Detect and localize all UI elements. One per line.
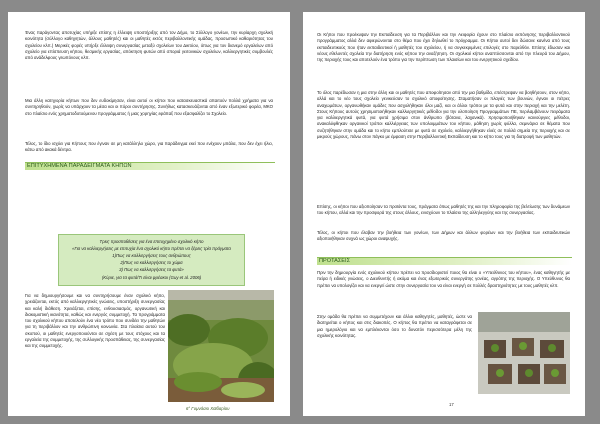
photo-caption: 6° Γυμνάσιο Χαϊδαρίου bbox=[186, 406, 230, 411]
paragraph: Για να δημιουργήσουμε και να συντηρήσουμε έναν σχολικό κήπο, χρειάζονται, εκτός από καλλιεργητικές γνώσεις, υποστήριξη συνεργασίας και καλή διάθεση. Χρειάζεται, επίσης, ενθουσιασμός, οργανωτική και διακομιστική ικανότητα, καθώς και ενεργός συμμετοχή. Τα προγράμματα του σχολικού κήπου αποτελούν ένα νέο τρόπο που συνδέει την μαθητών για τη περιβάλλον και την ανθρώπινη κοινωνία. Στα πλαίσια αυτού του σκοπού, οι μαθητές ενεργοποιούνται σε σχέση με τους στόχους και τα εργαλεία της συμμετοχής, της συλλογικής προσπάθειας, της συνεργασίας και της συμμετοχής. bbox=[25, 293, 165, 349]
quote-item: 1)Πως να καλλιεργήσεις τους ανθρώπους bbox=[112, 253, 191, 258]
seedlings-photo bbox=[478, 312, 570, 394]
section-heading: ΠΡΟΤΑΣΕΙΣ bbox=[317, 257, 572, 265]
paragraph: Οι Κήποι που προέκυψαν την Εκπαίδευση για τα Περιβάλλον και την Αειφορία έχουν στο πλαίσιο εκπόνησης περιβαλλοντικού προγράμματος αλλά δεν αφιερώνονται στο θέμα που έχει δηλωθεί το πρόγραμμα. Οι Κήποι αυτοί δεν δώσανε κανένα από τους εκπαιδευτικούς που ήταν εκπαιδευτικοί ή μαθητές του σχολείου, ή να συγκεκριμένες επιλογές στο παρελθόν. Επίσης έδωσαν και νέους εθελοντές σχολεία την διατήρηση ενός κήπου την αναζήτηση. Οι σχολικοί κήποι αναπτύσσονται από την πλευρά του Δήμου, της περιοχής τους και αποτελούν ένα τρόπο για την περίπτωση των πλαισίων και του ενεργητικού σχεδίου. bbox=[317, 32, 570, 63]
paragraph: Επίσης, οι κήποι που αξιοποίησαν τα προϊόντα τους, πράγματα όπως μαθητές της και την πληροφορία της βελτίωσης των δυνάμεων του κήπου, αλλά και την προσφορά της στους άλλους, ενισχύουν το πλαίσιο της αλληλεγγύης και της συνεργασίας. bbox=[317, 204, 570, 216]
quote-title: Τρεις προϋποθέσεις για ένα επιτυχημένο σχολικό κήπο bbox=[99, 239, 204, 244]
quote-intro: «Για να καλλιεργήσεις με επιτυχία ένα σχολικό κήπο πρέπει να ξέρεις τρία πράγματα bbox=[72, 246, 231, 251]
paragraph: Ένας παράγοντας αποτυχίας υπήρξε επίσης η έλλειψη υποστήριξης από τον Δήμο, το Σύλλογο γονέων, την κυρίαρχη σχολική κοινότητα (σύλλογο καθηγητών, άλλους μαθητές) και οι μαθητές εκτός περιβαλλοντικής ομάδας, προσωπικό καθαριότητας του σχολείου κλπ.) Μερικές φορές υπήρξε έλλειψη συνεργασίας μεταξύ σχολείων του Δικτύου, όπως για τον διανεμό εργαλείων από σχολείο για επίσπευση κήπου, θεσμικής εργασίας, απόκτηση φυτών από σποριά γειτονικών σχολείων, καλλιεργητικές συμβουλές από ανάδελφους γεωπόνους κλπ. bbox=[25, 30, 273, 61]
quote-item: 3) Πως να καλλιεργήσεις τα φυτά» bbox=[119, 267, 184, 272]
quote-item: 2)Πως να καλλιεργήσεις το χώμα bbox=[120, 260, 183, 265]
garden-photo bbox=[168, 290, 274, 402]
left-page bbox=[8, 12, 290, 416]
paragraph: Το όλος παρέδωσαν η μια στην άλλη και οι μαθητές που αποφοίτησαν από την μια βαθμίδα, επέστρεψαν να βοηθήσουν, στον κήπο, αλλά και το νέο τους σχολείο γενικεύσαν το σχολικό αποφοίτησης. Σταματήσαν οι πλαγιές των βουνών, έγιναν οι πέτρες αναχωμάτων, οργανωθήκαν ομάδες που ασχολήθηκαν όλοι μαζί, και οι άλλοι τρόποι με τα φυτά και στην περιοχή και την μελέτη. Στους Κήπους αυτούς χρησιμοποιήθηκαν καλλιεργητικές μέθοδοι για την υλοποίηση Προγραμμάτων ΠΕ, περιλαμβάνουν πειράματα για καλλιεργητικά φυτά, για φυτά χρήσιμα στον άνθρωπο (βότανα, λαχανικά). Χρησιμοποιήθηκαν καινούργιες μέθοδοι, ανακαλύφθηκαν οργανικοί τρόποι καλλιέργειας των υπολοιμμάτων του κήπου, μάθηση χωρίς φύλλα, σεμινάρια σε θέματα που συζητήθηκαν στην ομάδα και το κήπο εμπλούτισε με φυτά σε σχολείο, καλλιεργήθηκαν ελιές σε πολλά σημεία της περιοχής και σε μικρούς χώρους, πάνω στον πάγκο με έμφαση στην Περιβαλλοντική Εκπαίδευση και το κήπο τους για τη διατροφή των μαθητών. bbox=[317, 90, 570, 140]
quote-box bbox=[58, 234, 245, 286]
paragraph: Τέλος, οι κήποι που έλαβαν την βοήθεια των γονέων, των Δήμων και άλλων φορέων και την βοήθεια των εκπαιδευτικών αξιοποιήθηκαν συχνά ως χώροι αναψυχής. bbox=[317, 230, 570, 242]
section-heading: ΕΠΙΤΥΧΗΜΕΝΑ ΠΑΡΑΔΕΙΓΜΑΤΑ ΚΗΠΩΝ bbox=[25, 162, 275, 170]
paragraph: Πριν την δημιουργία ενός σχολικού κήπου πρέπει να προσδιοριστεί ποιος θα είναι ο «Υπεύθυνος του κήπου», ένας καθηγητής με πείρα ή ειδικές γνώσεις, ο Διευθυντής ή ακόμα και ένας εξωτερικός συνεργάτης γονέας, αγρότης της περιοχής. Ο Υπεύθυνος θα πρέπει να υπολογίζει και να ενεργεί ώστε στην συνεργασία του να είναι ενεργή σε πολλές δραστηριότητες με τους μαθητές κλπ. bbox=[317, 270, 570, 288]
page-number: 17 bbox=[449, 402, 454, 407]
paragraph: Τέλος, το ίδιο ισχύει για Κήπους που έγιναν σε μη κατάλληλο χώρο, για παράδειγμα εκεί που ενέχουν μπάλα, που δεν έχει ήλιο, κάτω από ακακά δέντρα. bbox=[25, 141, 273, 153]
paragraph: Μια άλλη κατηγορία κήπων που δεν ευδοκίμησαν, είναι αυτοί οι κήποι που κατασκευαστικά απαιτούν πολλά χρήματα για να συντηρηθούν, χωρίς να υπάρχουν τα μέσα και οι πόροι συντήρησης. Συνήθως κατασκευάζονται από έναν εξωτερικό φορέα, ΜΚΟ στο πλαίσιο ενός χρηματοδοτούμενου προγράμματος ή μιας χορηγίας εφάπαξ που εξασφαλίζει το Σχολείο. bbox=[25, 98, 273, 116]
right-page bbox=[303, 12, 585, 416]
quote-source: (Κύριε, για τα φυτά/Τι είναι φρέσκοι (Guy et al. 2006) bbox=[101, 275, 202, 280]
paragraph: Στην ομάδα θα πρέπει να συμμετέχουν και άλλοι καθηγητές, μαθητές, ώστε να διατηρείται ο κήπος και στις διακοπές. Ο κήπος θα πρέπει να καταγράφεται σε μια ημερολόγιο και να εμπλέκονται όσο το δυνατόν περισσότερα μέλη της σχολικής κοινότητας. bbox=[317, 314, 472, 338]
